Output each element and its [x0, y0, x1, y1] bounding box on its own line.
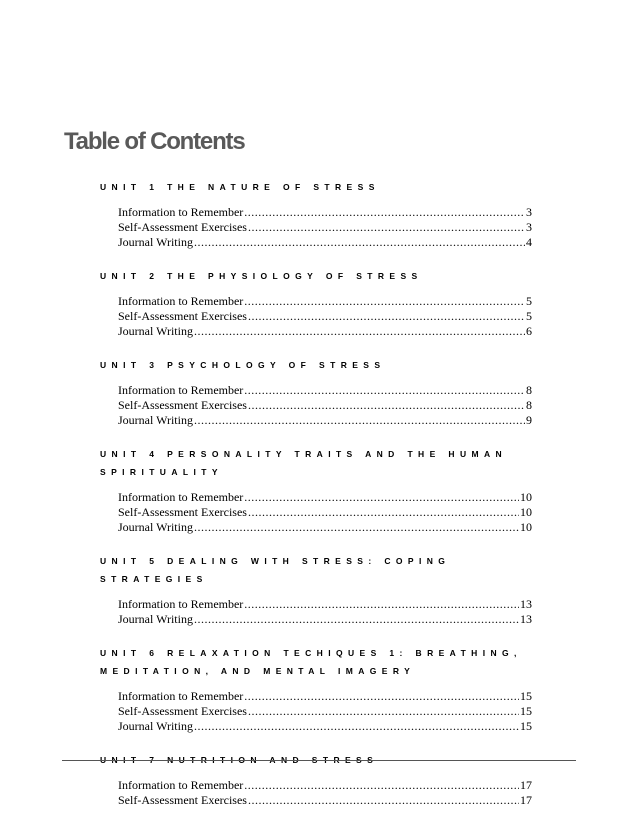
dot-leader: [194, 612, 519, 627]
table-of-contents: [102, 178, 532, 825]
page-number: 10: [520, 490, 532, 504]
entry-label: Information to Remember: [118, 778, 244, 792]
page-number: 3: [526, 205, 532, 219]
entry-label: Information to Remember: [118, 205, 244, 219]
page-number: 4: [526, 235, 532, 249]
dot-leader: [244, 778, 519, 793]
page-number: 9: [526, 413, 532, 427]
dot-leader: [194, 324, 525, 339]
unit-heading: UNIT 7 NUTRITION AND STRESS: [100, 755, 379, 765]
unit-heading: UNIT 6 RELAXATION TECHIQUES 1: BREATHING, MEDITATION, AND MENTAL IMAGERY: [100, 648, 522, 676]
dot-leader: [248, 505, 519, 520]
dot-leader: [244, 689, 519, 704]
entry-label: Journal Writing: [118, 324, 193, 338]
entry-label: Self-Assessment Exercises: [118, 505, 247, 519]
dot-leader: [244, 597, 519, 612]
toc-entry[interactable]: [118, 793, 532, 808]
entry-label: Self-Assessment Exercises: [118, 220, 247, 234]
page-number: 5: [526, 309, 532, 323]
unit-heading: UNIT 3 PSYCHOLOGY OF STRESS: [100, 360, 386, 370]
entry-label: Information to Remember: [118, 490, 244, 504]
dot-leader: [248, 309, 525, 324]
toc-entry[interactable]: [118, 309, 532, 324]
unit-heading: UNIT 4 PERSONALITY TRAITS AND THE HUMAN SPIRITUALITY: [100, 449, 508, 477]
page-number: 15: [520, 689, 532, 703]
page-number: 13: [520, 597, 532, 611]
dot-leader: [194, 235, 525, 250]
dot-leader: [248, 398, 525, 413]
dot-leader: [244, 490, 519, 505]
dot-leader: [194, 719, 519, 734]
entry-label: Journal Writing: [118, 612, 193, 626]
toc-unit: [102, 356, 532, 428]
toc-unit: [102, 644, 532, 734]
unit-heading: UNIT 1 THE NATURE OF STRESS: [100, 182, 380, 192]
toc-entry[interactable]: [118, 294, 532, 309]
page-number: 15: [520, 704, 532, 718]
toc-entry[interactable]: [118, 778, 532, 793]
entry-label: Journal Writing: [118, 413, 193, 427]
entry-label: Journal Writing: [118, 235, 193, 249]
toc-entry[interactable]: [118, 719, 532, 734]
toc-entry[interactable]: [118, 205, 532, 220]
page-number: 8: [526, 383, 532, 397]
toc-entry[interactable]: [118, 689, 532, 704]
unit-heading: UNIT 5 DEALING WITH STRESS: COPING STRATEGIES: [100, 556, 451, 584]
dot-leader: [248, 793, 519, 808]
entry-label: Self-Assessment Exercises: [118, 704, 247, 718]
page-number: 10: [520, 505, 532, 519]
entry-label: Self-Assessment Exercises: [118, 398, 247, 412]
toc-entry[interactable]: [118, 383, 532, 398]
entry-label: Journal Writing: [118, 719, 193, 733]
entry-label: Information to Remember: [118, 597, 244, 611]
toc-unit: [102, 267, 532, 339]
page-number: 6: [526, 324, 532, 338]
toc-entry[interactable]: [118, 324, 532, 339]
page-number: 17: [520, 778, 532, 792]
entry-label: Information to Remember: [118, 383, 244, 397]
dot-leader: [194, 413, 525, 428]
footer-divider: [62, 760, 576, 761]
toc-entry[interactable]: [118, 505, 532, 520]
entry-label: Journal Writing: [118, 520, 193, 534]
page-number: 10: [520, 520, 532, 534]
toc-unit: [102, 178, 532, 250]
entry-label: Self-Assessment Exercises: [118, 793, 247, 807]
entry-label: Information to Remember: [118, 294, 244, 308]
dot-leader: [248, 704, 519, 719]
page-number: 13: [520, 612, 532, 626]
toc-entry[interactable]: [118, 220, 532, 235]
toc-entry[interactable]: [118, 490, 532, 505]
page-number: 15: [520, 719, 532, 733]
page-title: Table of Contents: [64, 128, 245, 155]
toc-entry[interactable]: [118, 398, 532, 413]
unit-heading: UNIT 2 THE PHYSIOLOGY OF STRESS: [100, 271, 423, 281]
dot-leader: [244, 205, 525, 220]
page-number: 17: [520, 793, 532, 807]
page-number: 8: [526, 398, 532, 412]
toc-entry[interactable]: [118, 413, 532, 428]
toc-entry[interactable]: [118, 704, 532, 719]
toc-entry[interactable]: [118, 612, 532, 627]
entry-label: Information to Remember: [118, 689, 244, 703]
toc-entry[interactable]: [118, 520, 532, 535]
toc-unit: [102, 552, 532, 627]
page-number: 3: [526, 220, 532, 234]
toc-unit: [102, 445, 532, 535]
toc-entry[interactable]: [118, 597, 532, 612]
dot-leader: [244, 383, 525, 398]
dot-leader: [244, 294, 525, 309]
dot-leader: [194, 520, 519, 535]
entry-label: Self-Assessment Exercises: [118, 309, 247, 323]
toc-entry[interactable]: [118, 235, 532, 250]
page-number: 5: [526, 294, 532, 308]
dot-leader: [248, 220, 525, 235]
